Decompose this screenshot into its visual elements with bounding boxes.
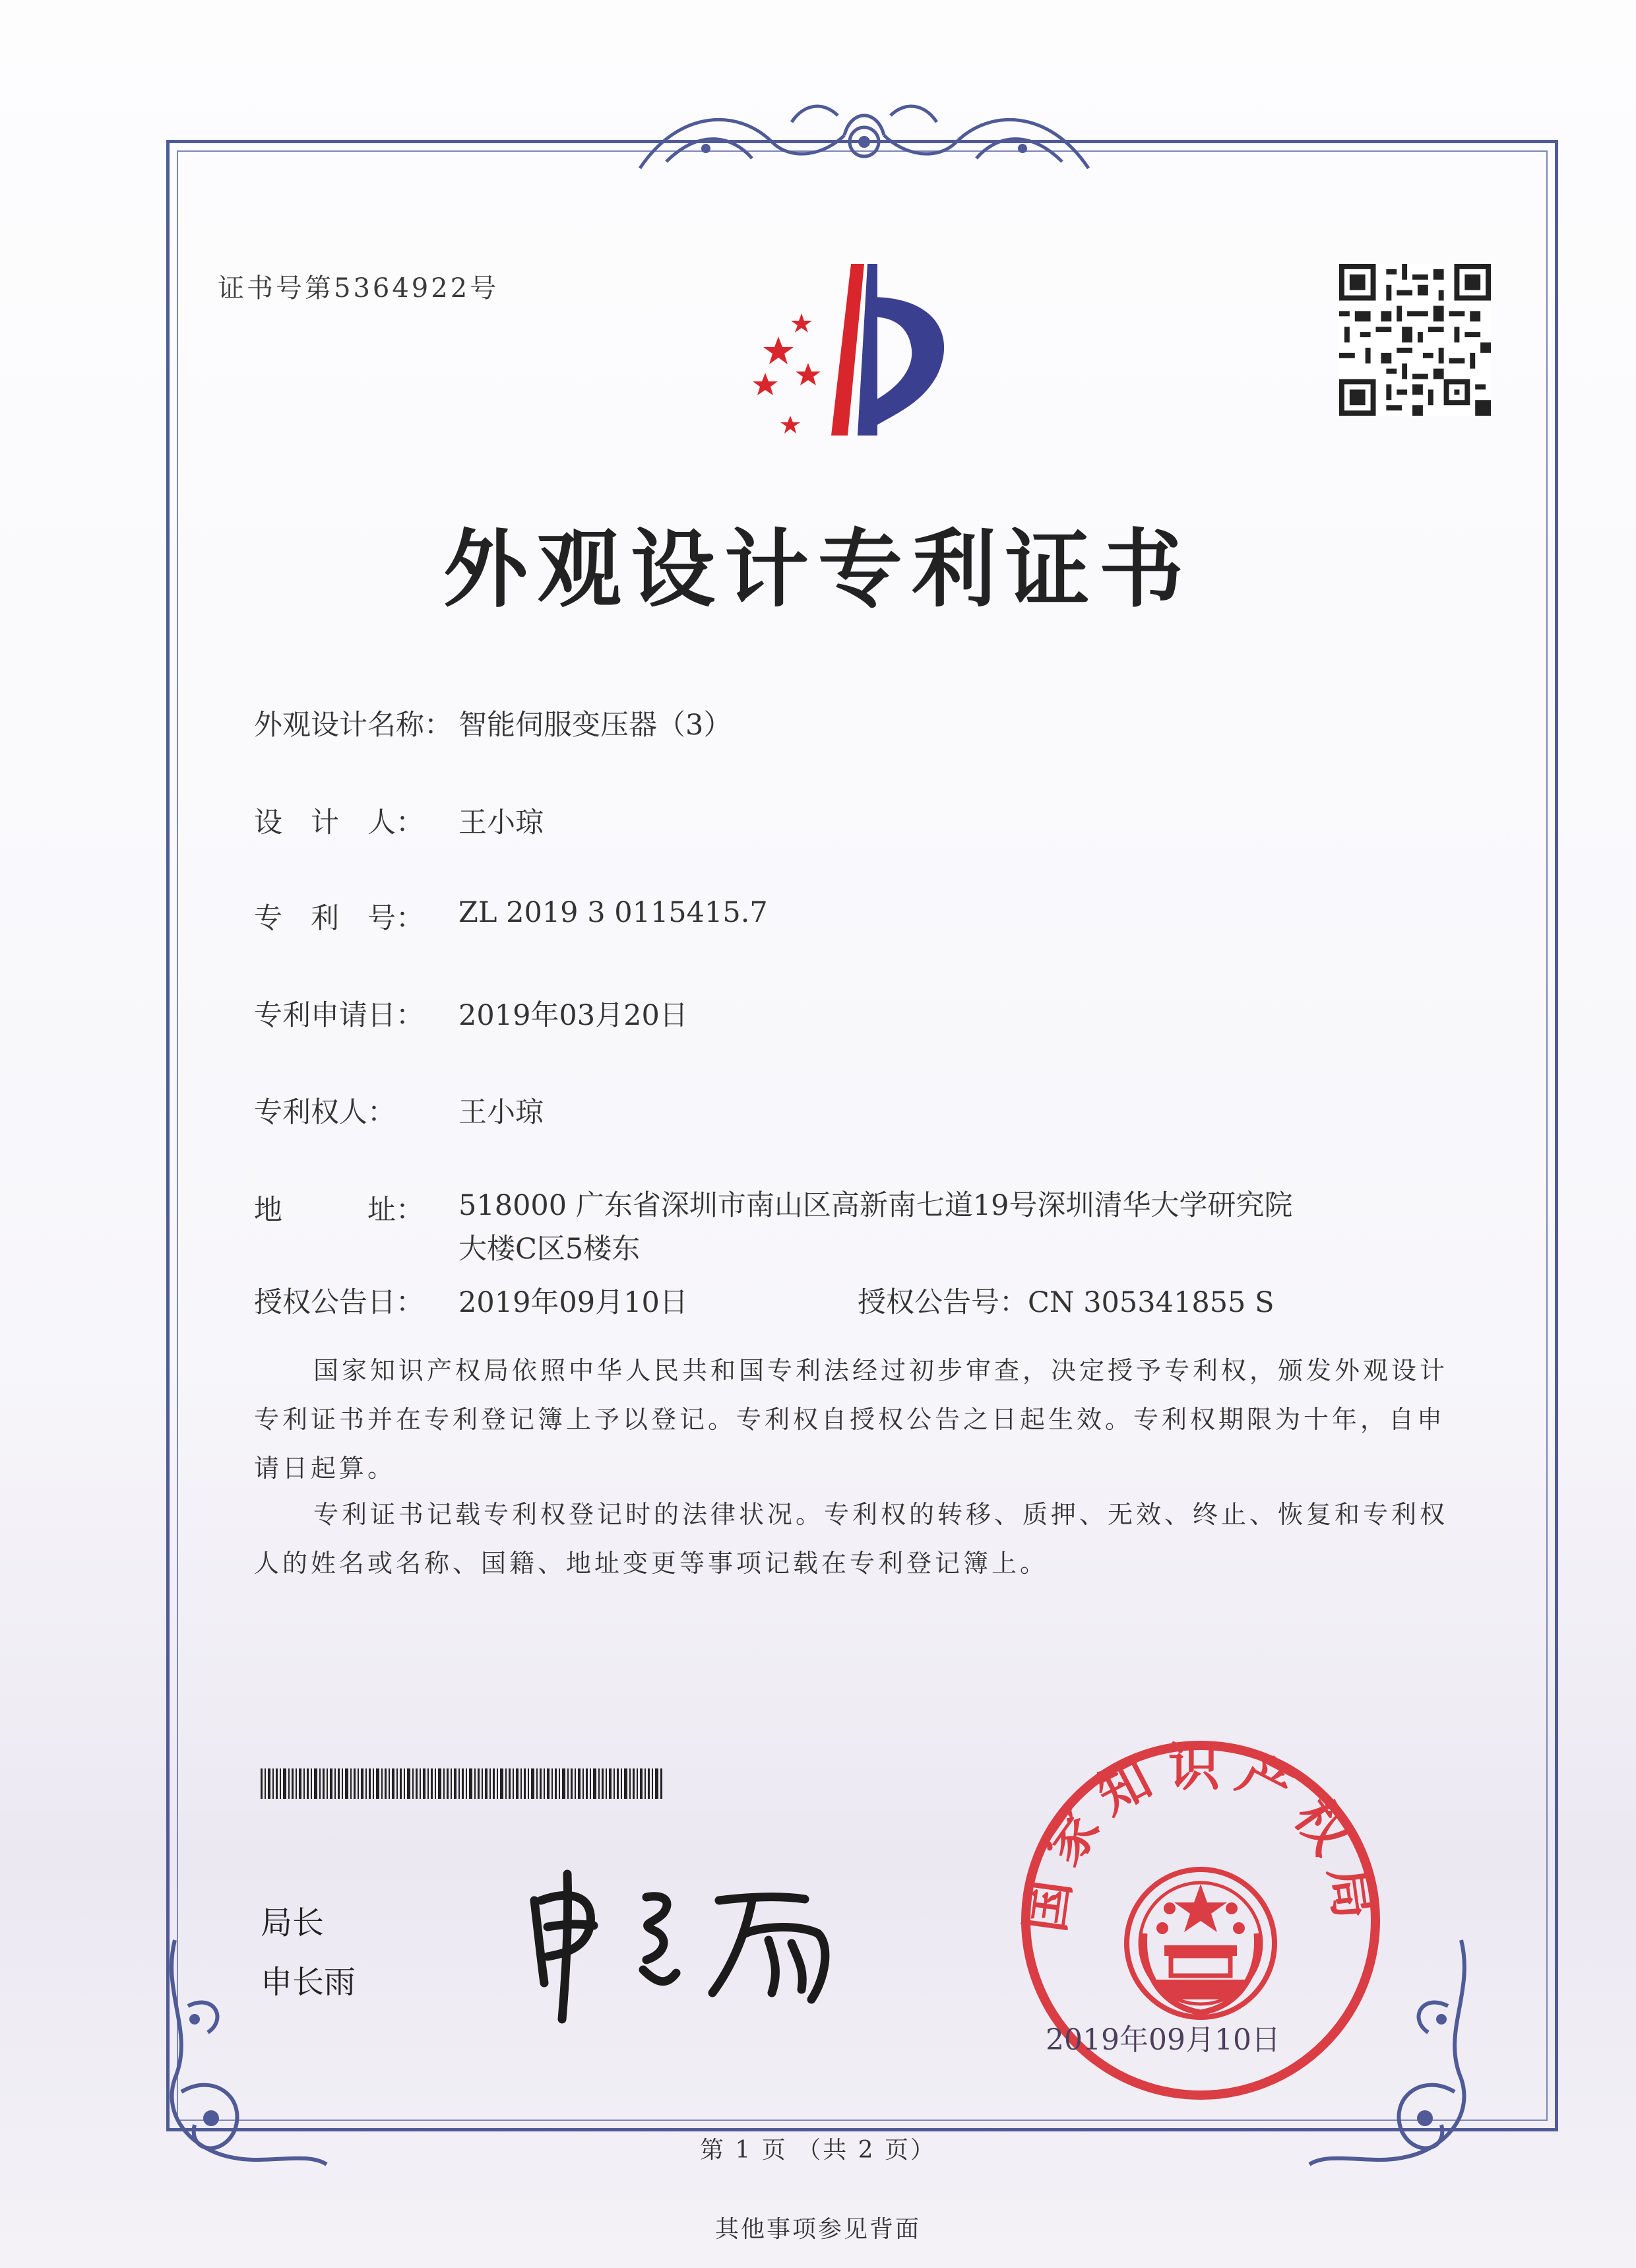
top-ornament-icon: [627, 96, 1102, 181]
patentee-row: [254, 1090, 544, 1130]
seal-date: 2019年09月10日: [1046, 2023, 1280, 2057]
filing-date-value: 2019年03月20日: [458, 999, 688, 1032]
qr-code-icon: [1339, 264, 1491, 416]
filing-date-row: [254, 993, 688, 1033]
seal-text: 国家知识产权局: [1016, 1737, 1385, 1936]
footer-note: 其他事项参见背面: [714, 2216, 921, 2243]
design-name-value: 智能伺服变压器（3）: [458, 709, 732, 742]
page-indicator: 第 1 页 （共 2 页）: [699, 2137, 937, 2164]
notice-paragraph: 国家知识产权局依照中华人民共和国专利法经过初步审查，决定授予专利权，颁发外观设计专利证书并在专利登记簿上予以登记。专利权自授权公告之日起生效。专利权期限为十年，自申请日起算。: [254, 1356, 1449, 1483]
designer-row: [254, 800, 544, 841]
grant-date-value: 2019年09月10日: [458, 1286, 688, 1319]
design-name-row: [254, 703, 732, 743]
address-value: 518000 广东省深圳市南山区高新南七道19号深圳清华大学研究院大楼C区5楼东: [458, 1189, 1293, 1266]
field-label: 地 址：: [254, 1194, 424, 1227]
document-title: 外观设计专利证书: [443, 521, 1193, 619]
patentee-value: 王小琼: [458, 1096, 544, 1129]
national-emblem-icon: [1127, 1869, 1274, 2017]
notice-paragraph: 专利证书记载专利权登记时的法律状况。专利权的转移、质押、无效、终止、恢复和专利权人的姓名或名称、国籍、地址变更等事项记载在专利登记簿上。: [254, 1500, 1449, 1578]
field-label: 专 利 号：: [254, 902, 424, 935]
grant-number-row: [858, 1280, 1274, 1320]
signature-icon: [521, 1861, 877, 2032]
field-label: 授权公告日：: [254, 1286, 424, 1319]
patent-number-value: ZL 2019 3 0115415.7: [458, 896, 768, 929]
grant-number-value: CN 305341855 S: [1028, 1286, 1274, 1319]
field-label: 专利申请日：: [254, 999, 424, 1032]
field-label: 外观设计名称：: [254, 709, 453, 742]
cnipa-logo-icon: [739, 251, 990, 449]
grant-date-row: [254, 1280, 688, 1320]
patent-number-row: [254, 896, 768, 936]
field-label: 专利权人：: [254, 1096, 396, 1129]
certificate-number: 证书号第5364922号: [218, 273, 499, 304]
field-label: 授权公告号：: [858, 1286, 1028, 1319]
director-name: 申长雨: [261, 1964, 356, 2001]
field-label: 设 计 人：: [254, 806, 424, 839]
designer-value: 王小琼: [458, 806, 544, 839]
address-row: [254, 1188, 1316, 1271]
director-title: 局长: [261, 1904, 325, 1941]
barcode-icon: [261, 1768, 663, 1799]
